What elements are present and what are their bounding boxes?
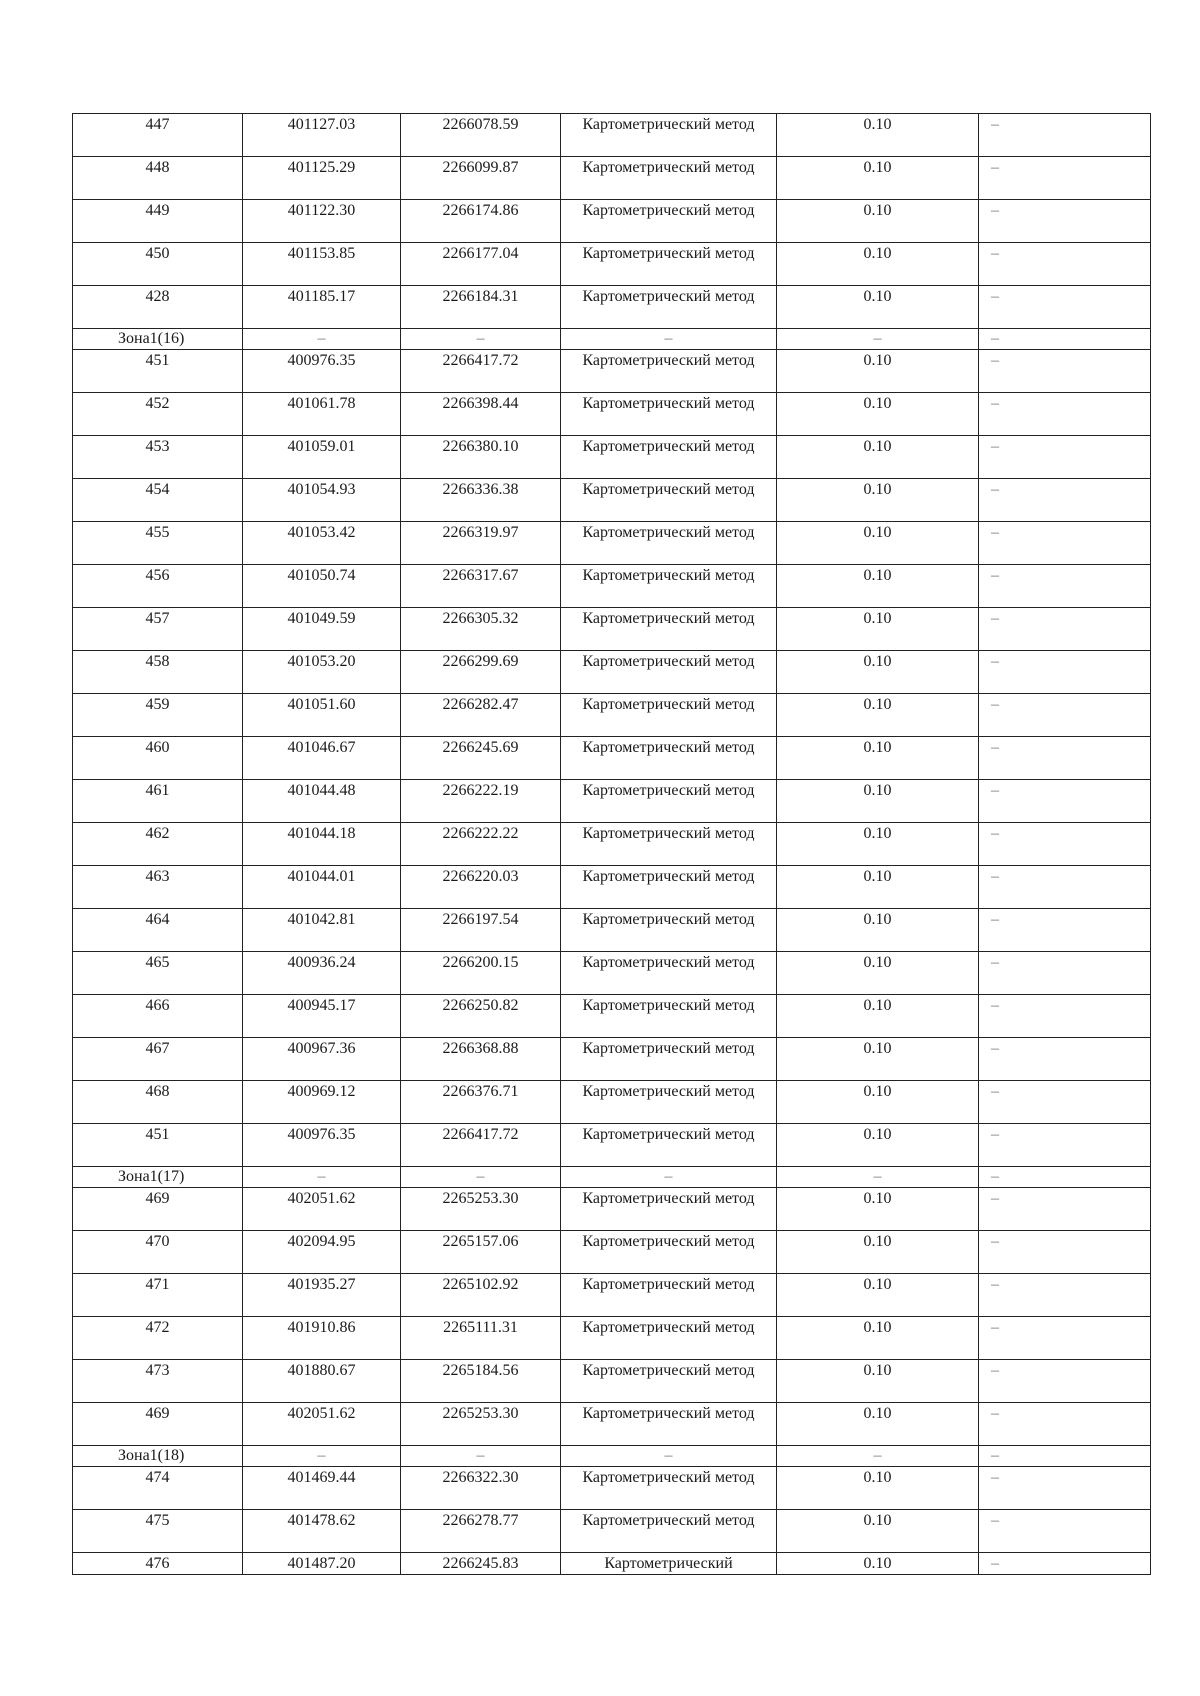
table-row — [73, 995, 1151, 1038]
zone-dash-cell: – — [401, 1446, 561, 1467]
point-number-cell: 428 — [73, 286, 243, 329]
point-number-cell: 448 — [73, 157, 243, 200]
y-coordinate-cell: 2266220.03 — [401, 866, 561, 909]
method-cell: Картометрический метод — [561, 350, 777, 393]
method-cell: Картометрический метод — [561, 1038, 777, 1081]
accuracy-cell: 0.10 — [777, 694, 979, 737]
point-number-cell: 450 — [73, 243, 243, 286]
table-row — [73, 393, 1151, 436]
x-coordinate-cell: 401051.60 — [243, 694, 401, 737]
method-cell: Картометрический метод — [561, 1188, 777, 1231]
point-number-cell: 453 — [73, 436, 243, 479]
zone-dash-cell: – — [243, 329, 401, 350]
accuracy-cell: 0.10 — [777, 1360, 979, 1403]
point-number-cell: 468 — [73, 1081, 243, 1124]
accuracy-cell: 0.10 — [777, 243, 979, 286]
y-coordinate-cell: 2265111.31 — [401, 1317, 561, 1360]
table-row — [73, 1510, 1151, 1553]
table-row — [73, 1188, 1151, 1231]
method-cell: Картометрический метод — [561, 1231, 777, 1274]
point-number-cell: 449 — [73, 200, 243, 243]
x-coordinate-cell: 401054.93 — [243, 479, 401, 522]
note-cell: – — [979, 1510, 1151, 1553]
method-cell: Картометрический метод — [561, 286, 777, 329]
table-row — [73, 1403, 1151, 1446]
accuracy-cell: 0.10 — [777, 1124, 979, 1167]
y-coordinate-cell: 2265157.06 — [401, 1231, 561, 1274]
method-cell: Картометрический метод — [561, 608, 777, 651]
method-cell: Картометрический метод — [561, 1510, 777, 1553]
x-coordinate-cell: 401910.86 — [243, 1317, 401, 1360]
x-coordinate-cell: 401153.85 — [243, 243, 401, 286]
point-number-cell: 471 — [73, 1274, 243, 1317]
y-coordinate-cell: 2266380.10 — [401, 436, 561, 479]
accuracy-cell: 0.10 — [777, 436, 979, 479]
x-coordinate-cell: 401044.48 — [243, 780, 401, 823]
y-coordinate-cell: 2266278.77 — [401, 1510, 561, 1553]
point-number-cell: 470 — [73, 1231, 243, 1274]
point-number-cell: 457 — [73, 608, 243, 651]
accuracy-cell: 0.10 — [777, 995, 979, 1038]
point-number-cell: 466 — [73, 995, 243, 1038]
accuracy-cell: 0.10 — [777, 1081, 979, 1124]
table-row — [73, 1553, 1151, 1575]
method-cell: Картометрический метод — [561, 157, 777, 200]
method-cell: Картометрический метод — [561, 1124, 777, 1167]
note-cell: – — [979, 1553, 1151, 1575]
y-coordinate-cell: 2266317.67 — [401, 565, 561, 608]
point-number-cell: 461 — [73, 780, 243, 823]
table-row — [73, 608, 1151, 651]
zone-dash-cell: – — [561, 1167, 777, 1188]
point-number-cell: 451 — [73, 350, 243, 393]
y-coordinate-cell: 2266299.69 — [401, 651, 561, 694]
x-coordinate-cell: 401935.27 — [243, 1274, 401, 1317]
table-row — [73, 823, 1151, 866]
zone-dash-cell: – — [777, 1167, 979, 1188]
y-coordinate-cell: 2266398.44 — [401, 393, 561, 436]
note-cell: – — [979, 1403, 1151, 1446]
y-coordinate-cell: 2266078.59 — [401, 114, 561, 157]
point-number-cell: 463 — [73, 866, 243, 909]
x-coordinate-cell: 400969.12 — [243, 1081, 401, 1124]
note-cell: – — [979, 1124, 1151, 1167]
table-row — [73, 479, 1151, 522]
zone-header-row — [73, 1446, 1151, 1467]
x-coordinate-cell: 401487.20 — [243, 1553, 401, 1575]
y-coordinate-cell: 2266174.86 — [401, 200, 561, 243]
zone-dash-cell: – — [243, 1446, 401, 1467]
x-coordinate-cell: 401042.81 — [243, 909, 401, 952]
accuracy-cell: 0.10 — [777, 737, 979, 780]
method-cell: Картометрический метод — [561, 866, 777, 909]
note-cell: – — [979, 866, 1151, 909]
point-number-cell: 462 — [73, 823, 243, 866]
note-cell: – — [979, 995, 1151, 1038]
point-number-cell: 451 — [73, 1124, 243, 1167]
table-row — [73, 200, 1151, 243]
table-row — [73, 522, 1151, 565]
table-row — [73, 350, 1151, 393]
x-coordinate-cell: 401122.30 — [243, 200, 401, 243]
y-coordinate-cell: 2266197.54 — [401, 909, 561, 952]
note-cell: – — [979, 737, 1151, 780]
x-coordinate-cell: 401044.01 — [243, 866, 401, 909]
y-coordinate-cell: 2266222.19 — [401, 780, 561, 823]
x-coordinate-cell: 402051.62 — [243, 1403, 401, 1446]
table-body — [73, 114, 1151, 1575]
x-coordinate-cell: 401046.67 — [243, 737, 401, 780]
table-row — [73, 243, 1151, 286]
accuracy-cell: 0.10 — [777, 780, 979, 823]
method-cell: Картометрический метод — [561, 436, 777, 479]
table-row — [73, 1360, 1151, 1403]
point-number-cell: 475 — [73, 1510, 243, 1553]
point-number-cell: 452 — [73, 393, 243, 436]
zone-dash-cell: – — [979, 329, 1151, 350]
method-cell: Картометрический метод — [561, 522, 777, 565]
x-coordinate-cell: 401127.03 — [243, 114, 401, 157]
zone-header-row — [73, 1167, 1151, 1188]
zone-label-cell: Зона1(16) — [73, 329, 243, 350]
table-row — [73, 780, 1151, 823]
table-row — [73, 909, 1151, 952]
note-cell: – — [979, 522, 1151, 565]
point-number-cell: 460 — [73, 737, 243, 780]
x-coordinate-cell: 401044.18 — [243, 823, 401, 866]
point-number-cell: 454 — [73, 479, 243, 522]
method-cell: Картометрический метод — [561, 694, 777, 737]
accuracy-cell: 0.10 — [777, 200, 979, 243]
table-row — [73, 1081, 1151, 1124]
zone-dash-cell: – — [777, 1446, 979, 1467]
y-coordinate-cell: 2266322.30 — [401, 1467, 561, 1510]
method-cell: Картометрический — [561, 1553, 777, 1575]
x-coordinate-cell: 401880.67 — [243, 1360, 401, 1403]
table-row — [73, 157, 1151, 200]
method-cell: Картометрический метод — [561, 1317, 777, 1360]
zone-header-row — [73, 329, 1151, 350]
note-cell: – — [979, 1467, 1151, 1510]
accuracy-cell: 0.10 — [777, 651, 979, 694]
note-cell: – — [979, 608, 1151, 651]
y-coordinate-cell: 2266245.69 — [401, 737, 561, 780]
note-cell: – — [979, 823, 1151, 866]
accuracy-cell: 0.10 — [777, 522, 979, 565]
method-cell: Картометрический метод — [561, 1403, 777, 1446]
table-row — [73, 694, 1151, 737]
point-number-cell: 469 — [73, 1188, 243, 1231]
note-cell: – — [979, 243, 1151, 286]
y-coordinate-cell: 2265253.30 — [401, 1403, 561, 1446]
accuracy-cell: 0.10 — [777, 1403, 979, 1446]
y-coordinate-cell: 2266417.72 — [401, 1124, 561, 1167]
method-cell: Картометрический метод — [561, 200, 777, 243]
accuracy-cell: 0.10 — [777, 909, 979, 952]
note-cell: – — [979, 565, 1151, 608]
table-row — [73, 866, 1151, 909]
note-cell: – — [979, 1274, 1151, 1317]
x-coordinate-cell: 401061.78 — [243, 393, 401, 436]
note-cell: – — [979, 157, 1151, 200]
note-cell: – — [979, 694, 1151, 737]
table-row — [73, 737, 1151, 780]
table-row — [73, 436, 1151, 479]
zone-label-cell: Зона1(17) — [73, 1167, 243, 1188]
method-cell: Картометрический метод — [561, 565, 777, 608]
accuracy-cell: 0.10 — [777, 866, 979, 909]
y-coordinate-cell: 2266222.22 — [401, 823, 561, 866]
table-row — [73, 1317, 1151, 1360]
zone-dash-cell: – — [561, 329, 777, 350]
y-coordinate-cell: 2266177.04 — [401, 243, 561, 286]
note-cell: – — [979, 114, 1151, 157]
x-coordinate-cell: 400945.17 — [243, 995, 401, 1038]
zone-dash-cell: – — [561, 1446, 777, 1467]
table-row — [73, 1231, 1151, 1274]
point-number-cell: 458 — [73, 651, 243, 694]
x-coordinate-cell: 401469.44 — [243, 1467, 401, 1510]
accuracy-cell: 0.10 — [777, 157, 979, 200]
point-number-cell: 464 — [73, 909, 243, 952]
point-number-cell: 447 — [73, 114, 243, 157]
note-cell: – — [979, 393, 1151, 436]
table-row — [73, 565, 1151, 608]
x-coordinate-cell: 401185.17 — [243, 286, 401, 329]
method-cell: Картометрический метод — [561, 393, 777, 436]
x-coordinate-cell: 401478.62 — [243, 1510, 401, 1553]
accuracy-cell: 0.10 — [777, 479, 979, 522]
x-coordinate-cell: 401049.59 — [243, 608, 401, 651]
x-coordinate-cell: 401050.74 — [243, 565, 401, 608]
x-coordinate-cell: 402051.62 — [243, 1188, 401, 1231]
y-coordinate-cell: 2265184.56 — [401, 1360, 561, 1403]
table-row — [73, 651, 1151, 694]
y-coordinate-cell: 2266250.82 — [401, 995, 561, 1038]
note-cell: – — [979, 479, 1151, 522]
zone-dash-cell: – — [979, 1446, 1151, 1467]
y-coordinate-cell: 2266282.47 — [401, 694, 561, 737]
note-cell: – — [979, 1317, 1151, 1360]
y-coordinate-cell: 2265102.92 — [401, 1274, 561, 1317]
accuracy-cell: 0.10 — [777, 952, 979, 995]
zone-dash-cell: – — [979, 1167, 1151, 1188]
note-cell: – — [979, 651, 1151, 694]
point-number-cell: 465 — [73, 952, 243, 995]
accuracy-cell: 0.10 — [777, 1188, 979, 1231]
note-cell: – — [979, 1188, 1151, 1231]
table-row — [73, 1467, 1151, 1510]
x-coordinate-cell: 400976.35 — [243, 1124, 401, 1167]
note-cell: – — [979, 1360, 1151, 1403]
accuracy-cell: 0.10 — [777, 286, 979, 329]
y-coordinate-cell: 2266336.38 — [401, 479, 561, 522]
method-cell: Картометрический метод — [561, 823, 777, 866]
accuracy-cell: 0.10 — [777, 114, 979, 157]
y-coordinate-cell: 2266417.72 — [401, 350, 561, 393]
zone-dash-cell: – — [243, 1167, 401, 1188]
method-cell: Картометрический метод — [561, 952, 777, 995]
table-row — [73, 952, 1151, 995]
point-number-cell: 476 — [73, 1553, 243, 1575]
accuracy-cell: 0.10 — [777, 565, 979, 608]
method-cell: Картометрический метод — [561, 243, 777, 286]
method-cell: Картометрический метод — [561, 479, 777, 522]
note-cell: – — [979, 436, 1151, 479]
coordinates-table — [72, 113, 1151, 1575]
y-coordinate-cell: 2266368.88 — [401, 1038, 561, 1081]
x-coordinate-cell: 401125.29 — [243, 157, 401, 200]
y-coordinate-cell: 2266305.32 — [401, 608, 561, 651]
note-cell: – — [979, 286, 1151, 329]
accuracy-cell: 0.10 — [777, 393, 979, 436]
note-cell: – — [979, 350, 1151, 393]
y-coordinate-cell: 2266319.97 — [401, 522, 561, 565]
note-cell: – — [979, 200, 1151, 243]
y-coordinate-cell: 2266184.31 — [401, 286, 561, 329]
point-number-cell: 455 — [73, 522, 243, 565]
table-row — [73, 114, 1151, 157]
accuracy-cell: 0.10 — [777, 1038, 979, 1081]
method-cell: Картометрический метод — [561, 995, 777, 1038]
accuracy-cell: 0.10 — [777, 1231, 979, 1274]
accuracy-cell: 0.10 — [777, 1510, 979, 1553]
note-cell: – — [979, 1038, 1151, 1081]
y-coordinate-cell: 2265253.30 — [401, 1188, 561, 1231]
accuracy-cell: 0.10 — [777, 1274, 979, 1317]
table-row — [73, 286, 1151, 329]
point-number-cell: 472 — [73, 1317, 243, 1360]
note-cell: – — [979, 1231, 1151, 1274]
point-number-cell: 474 — [73, 1467, 243, 1510]
table-row — [73, 1274, 1151, 1317]
note-cell: – — [979, 909, 1151, 952]
x-coordinate-cell: 402094.95 — [243, 1231, 401, 1274]
point-number-cell: 473 — [73, 1360, 243, 1403]
accuracy-cell: 0.10 — [777, 823, 979, 866]
method-cell: Картометрический метод — [561, 780, 777, 823]
y-coordinate-cell: 2266200.15 — [401, 952, 561, 995]
zone-dash-cell: – — [401, 329, 561, 350]
method-cell: Картометрический метод — [561, 909, 777, 952]
x-coordinate-cell: 400976.35 — [243, 350, 401, 393]
x-coordinate-cell: 400967.36 — [243, 1038, 401, 1081]
method-cell: Картометрический метод — [561, 737, 777, 780]
method-cell: Картометрический метод — [561, 114, 777, 157]
accuracy-cell: 0.10 — [777, 350, 979, 393]
y-coordinate-cell: 2266376.71 — [401, 1081, 561, 1124]
x-coordinate-cell: 401053.42 — [243, 522, 401, 565]
x-coordinate-cell: 400936.24 — [243, 952, 401, 995]
accuracy-cell: 0.10 — [777, 608, 979, 651]
accuracy-cell: 0.10 — [777, 1317, 979, 1360]
note-cell: – — [979, 1081, 1151, 1124]
table-row — [73, 1038, 1151, 1081]
point-number-cell: 459 — [73, 694, 243, 737]
zone-label-cell: Зона1(18) — [73, 1446, 243, 1467]
table-row — [73, 1124, 1151, 1167]
zone-dash-cell: – — [401, 1167, 561, 1188]
point-number-cell: 456 — [73, 565, 243, 608]
method-cell: Картометрический метод — [561, 1360, 777, 1403]
x-coordinate-cell: 401059.01 — [243, 436, 401, 479]
x-coordinate-cell: 401053.20 — [243, 651, 401, 694]
method-cell: Картометрический метод — [561, 1274, 777, 1317]
y-coordinate-cell: 2266245.83 — [401, 1553, 561, 1575]
point-number-cell: 467 — [73, 1038, 243, 1081]
note-cell: – — [979, 952, 1151, 995]
point-number-cell: 469 — [73, 1403, 243, 1446]
y-coordinate-cell: 2266099.87 — [401, 157, 561, 200]
zone-dash-cell: – — [777, 329, 979, 350]
accuracy-cell: 0.10 — [777, 1467, 979, 1510]
method-cell: Картометрический метод — [561, 651, 777, 694]
method-cell: Картометрический метод — [561, 1467, 777, 1510]
accuracy-cell: 0.10 — [777, 1553, 979, 1575]
note-cell: – — [979, 780, 1151, 823]
method-cell: Картометрический метод — [561, 1081, 777, 1124]
